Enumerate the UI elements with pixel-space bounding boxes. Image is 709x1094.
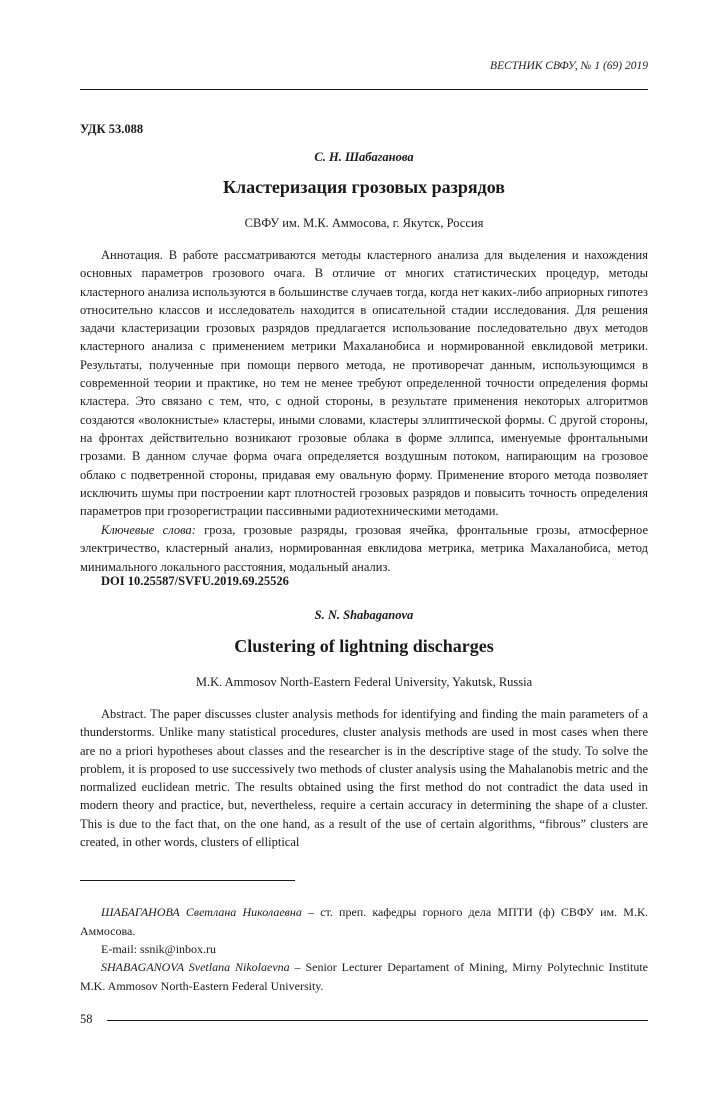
footnote-ru-text: – ст. преп. кафедры горного дела МПТИ (ф) СВФУ им. М.К. Аммосова. <box>80 905 648 938</box>
running-header: ВЕСТНИК СВФУ, № 1 (69) 2019 <box>490 60 648 72</box>
footnote-ru-name: ШАБАГАНОВА Светлана Николаевна <box>101 905 302 919</box>
abstract-en: Abstract. The paper discusses cluster analysis methods for identifying and finding the main parameters of a thunderstorms. Unlike many statistical procedures, cluster analysis methods are used in most cases when there are no a priori hypotheses about classes and the researcher is in the descriptive stage of the study. To solve the problem, it is proposed to use successively two methods of cluster analysis using the Mahalanobis metric and the normalized euclidean metric. The results obtained using the first method do not contradict the data used in modern theory and practice, but, nevertheless, require a certain accuracy in determining the shape of a cluster. This is due to the fact that, on the one hand, as a result of the use of certain algorithms, “fibrous” clusters are created, in other words, clusters of elliptical <box>80 707 648 850</box>
keywords-text: гроза, грозовые разряды, грозовая ячейка, фронтальные грозы, атмосферное электричество, кластерный анализ, нормированная евклидова метрика, метрика Махаланобиса, метод минимального локального расстояния, модальный анализ. <box>80 523 648 574</box>
header-rule <box>80 89 648 90</box>
keywords-label: Ключевые слова: <box>101 523 196 537</box>
footnote-en-name: SHABAGANOVA Svetlana Nikolaevna <box>101 960 290 974</box>
abstract-ru: Аннотация. В работе рассматриваются методы кластерного анализа для выделения и нахождения основных параметров грозового очага. В отличие от многих статистических процедур, методы кластерного анализа используются в большинстве случаев тогда, когда нет каких-либо априорных гипотез относительно классов и исследователь находится в описательной стадии исследования. Для решения задачи кластеризации грозовых разрядов предлагается использование последовательно двух методов кластерного анализа с применением метрики Махаланобиса и нормированной евклидовой метрики. Результаты, полученные при помощи первого метода, не противоречат данным, использующимся в современной теории и практике, но тем не менее требуют определенной точности определения формы кластера. Это связано с тем, что, с одной стороны, в результате применения некоторых алгоритмов создаются «волокнистые» кластеры, иными словами, кластеры эллиптической формы. С другой стороны, на фронтах действительно возникают грозовые облака в форме эллипса, именуемые фронтальными грозами. В данном случае форма очага определяется воздушным потоком, напирающим на грозовое облако с подветренной стороны, придавая ему овальную форму. Применение второго метода позволяет исключить шумы при построении карт плотностей грозовых разрядов и повысить точность определения параметров при грозорегистрации пассивными радиотехническими методами. <box>80 248 648 519</box>
page-number: 58 <box>80 1012 93 1026</box>
affiliation-en: M.K. Ammosov North-Eastern Federal University, Yakutsk, Russia <box>195 675 533 689</box>
keywords-ru <box>80 521 648 576</box>
doi: DOI 10.25587/SVFU.2019.69.25526 <box>101 574 289 588</box>
affiliation-ru: СВФУ им. М.К. Аммосова, г. Якутск, Россия <box>244 216 484 230</box>
author-en: S. N. Shabaganova <box>314 608 414 622</box>
title-en: Clustering of lightning discharges <box>234 636 494 656</box>
bottom-rule <box>107 1020 648 1021</box>
footnote-ru <box>80 903 648 940</box>
footnote-email: E-mail: ssnik@inbox.ru <box>101 942 217 956</box>
author-ru: С. Н. Шабаганова <box>314 150 414 164</box>
title-ru: Кластеризация грозовых разрядов <box>222 177 506 197</box>
udk-code: УДК 53.088 <box>80 122 144 136</box>
footnote-rule <box>80 880 295 881</box>
footnote-en <box>80 958 648 995</box>
footnote-en-text: – Senior Lecturer Departament of Mining, Mirny Polytechnic Institute M.K. Ammosov North-Eastern Federal University. <box>80 960 648 993</box>
